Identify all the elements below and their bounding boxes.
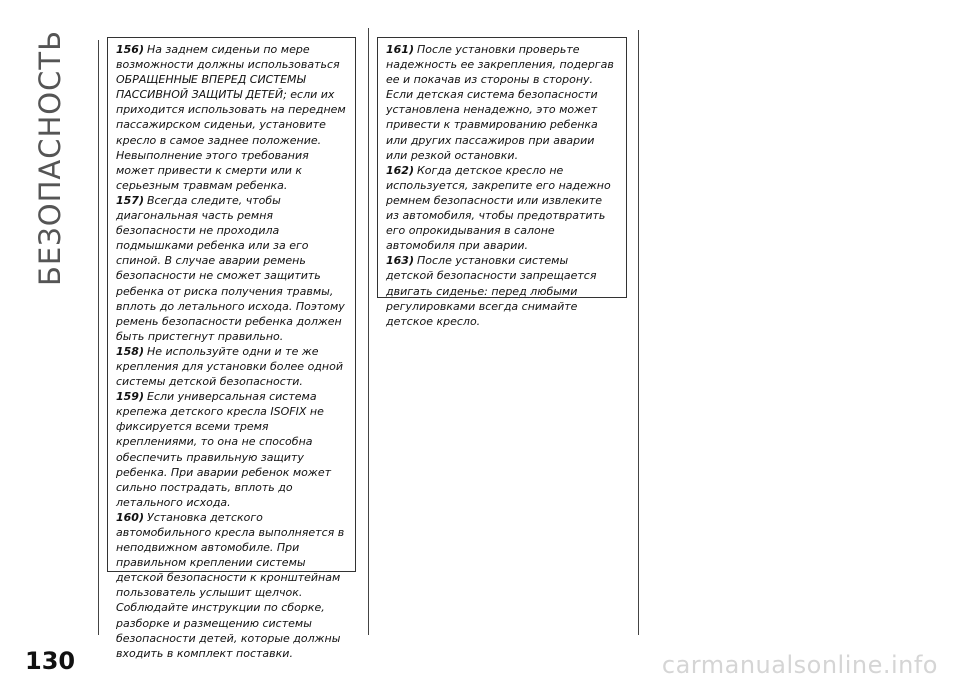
note-number: 160) bbox=[116, 510, 144, 524]
note-text: На заднем сиденьи по мере возможности должны использоваться ОБРАЩЕННЫЕ ВПЕРЕД СИСТЕМЫ ПАССИВНОЙ ЗАЩИТЫ ДЕТЕЙ; если их приходится использовать на переднем пассажирском сиденьи, установите кресло в самое заднее положение. Невыполнение этого требования может привести к смерти или к серьезным травмам ребенка. bbox=[116, 43, 346, 192]
note-text: Если универсальная система крепежа детского кресла ISOFIX не фиксируется всеми тремя креплениями, то она не способна обеспечить правильную защиту ребенка. При аварии ребенок может сильно пострадать, вплоть до летального исхода. bbox=[116, 390, 331, 509]
note-157 bbox=[116, 193, 347, 344]
warning-box-left bbox=[107, 37, 356, 660]
note-text: Не используйте одни и те же крепления для установки более одной системы детской безопасности. bbox=[116, 344, 343, 389]
note-number: 161) bbox=[386, 43, 414, 56]
left-margin-rule bbox=[98, 40, 99, 635]
note-number: 156) bbox=[116, 43, 144, 56]
note-163 bbox=[386, 253, 618, 328]
note-number: 163) bbox=[386, 254, 414, 268]
note-text: Установка детского автомобильного кресла выполняется в неподвижном автомобиле. При правильном креплении системы детской безопасности к кронштейнам пользователь услышит щелчок. Соблюдайте инструкции по сборке, разборке и размещению системы безопасности детей, которые должны входить в комплект поставки. bbox=[116, 510, 345, 660]
note-161 bbox=[386, 42, 618, 163]
note-160 bbox=[116, 510, 347, 661]
column-divider bbox=[368, 28, 369, 635]
note-text: После установки системы детской безопасности запрещается двигать сиденье: перед любыми регулировками всегда снимайте детское кресло. bbox=[386, 254, 597, 328]
note-156 bbox=[116, 42, 347, 193]
watermark: carmanualsonline.info bbox=[661, 651, 938, 679]
note-number: 157) bbox=[116, 193, 144, 207]
note-number: 159) bbox=[116, 390, 144, 404]
note-162 bbox=[386, 163, 618, 254]
note-159 bbox=[116, 389, 347, 510]
section-title-vertical bbox=[30, 30, 70, 300]
page-number: 130 bbox=[25, 647, 76, 675]
note-text: Всегда следите, чтобы диагональная часть ремня безопасности не проходила подмышками ребенка или за его спиной. В случае аварии ремень безопасности не сможет защитить ребенка от риска получения травмы, вплоть до летального исхода. Поэтому ремень безопасности ребенка должен быть пристегнут правильно. bbox=[116, 193, 345, 343]
note-text: Когда детское кресло не используется, закрепите его надежно ремнем безопасности или извлеките из автомобиля, чтобы предотвратить его опрокидывания в салоне автомобиля при аварии. bbox=[386, 163, 611, 253]
right-margin-rule bbox=[638, 30, 639, 635]
note-number: 162) bbox=[386, 163, 414, 177]
section-title: БЕЗОПАСНОСТЬ bbox=[33, 30, 67, 287]
note-number: 158) bbox=[116, 344, 144, 358]
note-text: После установки проверьте надежность ее закрепления, подергав ее и покачав из стороны в сторону. Если детская система безопасности установлена ненадежно, это может привести к травмированию ребенка или других пассажиров при аварии или резкой остановки. bbox=[386, 43, 614, 162]
warning-box-right bbox=[377, 37, 627, 328]
note-158 bbox=[116, 344, 347, 389]
